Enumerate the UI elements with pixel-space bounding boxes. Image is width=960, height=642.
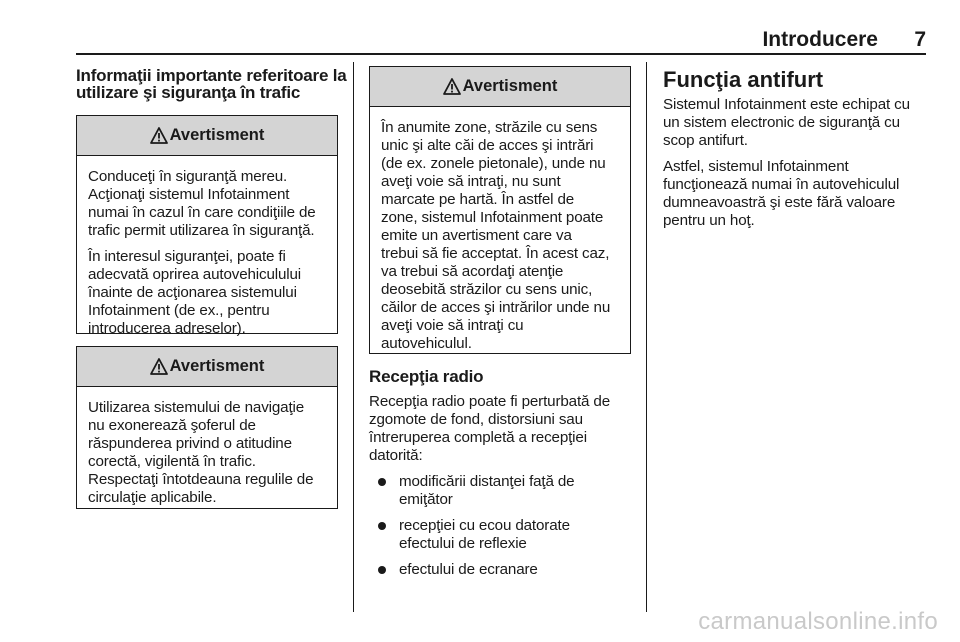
page-number: 7 bbox=[914, 28, 926, 51]
text-line: va trebui să acordaţi atenţie bbox=[381, 263, 564, 280]
page-header bbox=[76, 28, 926, 52]
text-line: Astfel, sistemul Infotainment bbox=[663, 158, 849, 175]
text-line: unic şi alte căi de acces şi intrări bbox=[381, 137, 594, 154]
antitheft-paragraph bbox=[663, 158, 935, 230]
text-line: efectului de ecranare bbox=[399, 561, 538, 578]
watermark-text: carmanualsonline.info bbox=[698, 608, 938, 635]
warning-header bbox=[77, 116, 337, 156]
warning-box-safe-driving bbox=[76, 115, 338, 337]
warning-header bbox=[77, 347, 337, 387]
text-line: zone, sistemul Infotainment poate bbox=[381, 209, 604, 226]
text-line: emiţător bbox=[399, 491, 453, 508]
text-line: Recepţia radio poate fi perturbată de bbox=[369, 393, 610, 410]
warning-box-one-way-streets bbox=[369, 66, 631, 354]
text-line: trafic permit utilizarea în siguranţă. bbox=[88, 222, 315, 239]
warning-paragraph bbox=[88, 248, 326, 338]
text-line: deosebită străzilor cu sens unic, bbox=[381, 281, 593, 298]
text-line: Conduceţi în siguranţă mereu. bbox=[88, 168, 288, 185]
text-line: În interesul siguranţei, poate fi bbox=[88, 248, 286, 265]
safety-heading-line-1: Informaţii importante referitoare la bbox=[76, 66, 347, 85]
chapter-title: Introducere bbox=[762, 28, 878, 51]
bullet-icon bbox=[378, 566, 386, 574]
radio-causes-list bbox=[369, 473, 641, 579]
radio-intro-paragraph bbox=[369, 393, 641, 465]
warning-body bbox=[77, 156, 337, 338]
text-line: numai în cazul în care condiţiile de bbox=[88, 204, 316, 221]
text-line: pentru un hoţ. bbox=[663, 212, 755, 229]
text-line: recepţiei cu ecou datorate bbox=[399, 517, 570, 534]
text-line: întreruperea completă a recepţiei bbox=[369, 429, 587, 446]
header-rule bbox=[76, 53, 926, 55]
text-line: un sistem electronic de siguranţă cu bbox=[663, 114, 900, 131]
text-line: emite un avertisment care va bbox=[381, 227, 572, 244]
bullet-icon bbox=[378, 478, 386, 486]
text-line: aveţi voie să intraţi cu bbox=[381, 317, 524, 334]
list-item bbox=[369, 561, 641, 579]
warning-body bbox=[77, 387, 337, 507]
warning-title: Avertisment bbox=[169, 126, 265, 144]
text-line: În anumite zone, străzile cu sens bbox=[381, 119, 598, 136]
text-line: datorită: bbox=[369, 447, 423, 464]
antitheft-heading: Funcţia antifurt bbox=[663, 67, 824, 92]
list-item bbox=[369, 473, 641, 509]
text-line: efectului de reflexie bbox=[399, 535, 527, 552]
warning-body bbox=[370, 107, 630, 353]
text-line: Acţionaţi sistemul Infotainment bbox=[88, 186, 290, 203]
warning-header bbox=[370, 67, 630, 107]
antitheft-paragraph bbox=[663, 96, 935, 150]
warning-title: Avertisment bbox=[462, 77, 558, 95]
text-line: marcate pe hartă. În astfel de bbox=[381, 191, 575, 208]
column-divider-2 bbox=[646, 62, 647, 612]
text-line: trebui să fie acceptat. În acest caz, bbox=[381, 245, 610, 262]
text-line: zgomote de fond, distorsiuni sau bbox=[369, 411, 583, 428]
text-line: nu exonerează şoferul de bbox=[88, 417, 256, 434]
text-line: introducerea adreselor). bbox=[88, 320, 246, 337]
text-line: corectă, vigilentă în trafic. bbox=[88, 453, 256, 470]
text-line: scop antifurt. bbox=[663, 132, 748, 149]
bullet-icon bbox=[378, 522, 386, 530]
warning-paragraph bbox=[88, 168, 326, 240]
warning-triangle-icon bbox=[443, 78, 461, 96]
text-line: dumneavoastră şi este fără valoare bbox=[663, 194, 896, 211]
text-line: Sistemul Infotainment este echipat cu bbox=[663, 96, 910, 113]
warning-triangle-icon bbox=[150, 358, 168, 376]
warning-paragraph bbox=[88, 399, 326, 507]
warning-triangle-icon bbox=[150, 127, 168, 145]
text-line: funcţionează numai în autovehiculul bbox=[663, 176, 900, 193]
text-line: aveţi voie să intraţi, nu sunt bbox=[381, 173, 561, 190]
text-line: Utilizarea sistemului de navigaţie bbox=[88, 399, 305, 416]
text-line: (de ex. zonele pietonale), unde nu bbox=[381, 155, 606, 172]
column-divider-1 bbox=[353, 62, 354, 612]
text-line: circulaţie aplicabile. bbox=[88, 489, 217, 506]
antitheft-body bbox=[663, 96, 935, 238]
text-line: adecvată oprirea autovehiculului bbox=[88, 266, 302, 283]
text-line: înainte de acţionarea sistemului bbox=[88, 284, 297, 301]
text-line: răspunderea privind o atitudine bbox=[88, 435, 292, 452]
text-line: modificării distanţei faţă de bbox=[399, 473, 575, 490]
text-line: autovehiculul. bbox=[381, 335, 472, 352]
warning-paragraph bbox=[381, 119, 619, 353]
warning-title: Avertisment bbox=[169, 357, 265, 375]
safety-heading-line-2: utilizare şi siguranţa în trafic bbox=[76, 83, 301, 102]
text-line: căilor de acces şi intrărilor unde nu bbox=[381, 299, 611, 316]
warning-box-navigation bbox=[76, 346, 338, 509]
text-line: Infotainment (de ex., pentru bbox=[88, 302, 270, 319]
text-line: Respectaţi întotdeauna regulile de bbox=[88, 471, 314, 488]
list-item bbox=[369, 517, 641, 553]
radio-heading: Recepţia radio bbox=[369, 367, 484, 386]
radio-section-body bbox=[369, 393, 641, 587]
safety-heading bbox=[76, 67, 348, 101]
